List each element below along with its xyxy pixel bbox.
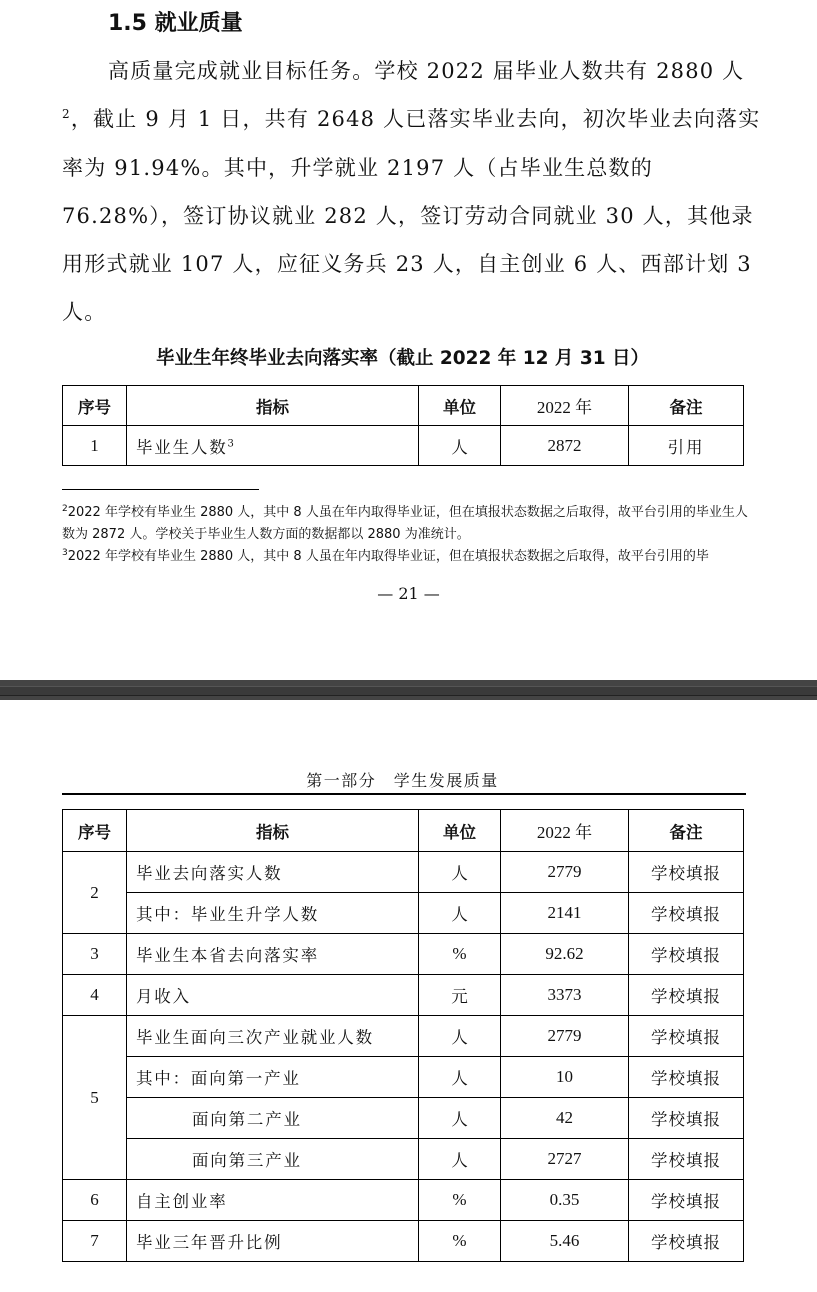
footnote-divider <box>62 489 259 490</box>
table-row <box>63 934 744 975</box>
table-row <box>63 852 744 893</box>
cell-note: 学校填报 <box>629 1221 744 1262</box>
table-row <box>63 1098 744 1139</box>
cell-indicator: 其中：毕业生升学人数 <box>127 893 419 934</box>
graduation-rate-table <box>62 385 744 466</box>
cell-value: 2779 <box>501 852 629 893</box>
col-header-unit: 单位 <box>419 810 501 852</box>
table-row <box>63 893 744 934</box>
table-caption: 毕业生年终毕业去向落实率（截止 2022 年 12 月 31 日） <box>155 348 650 369</box>
header-rule <box>62 793 746 795</box>
cell-value: 0.35 <box>501 1180 629 1221</box>
cell-note: 学校填报 <box>629 934 744 975</box>
cell-indicator: 面向第二产业 <box>127 1098 419 1139</box>
cell-note: 学校填报 <box>629 1139 744 1180</box>
footnote-text: 2022 年学校有毕业生 2880 人，其中 8 人虽在年内取得毕业证，但在填报状态数据之后取得，故平台引用的毕业生人数为 2872 人。学校关于毕业生人数方面的数据都以 2880 为准统计。 <box>62 505 748 542</box>
table-row <box>63 1221 744 1262</box>
table-row <box>63 426 744 466</box>
col-header-unit: 单位 <box>419 386 501 426</box>
cell-no: 3 <box>63 934 127 975</box>
cell-value: 42 <box>501 1098 629 1139</box>
cell-value: 5.46 <box>501 1221 629 1262</box>
col-header-year: 2022 年 <box>501 386 629 426</box>
cell-indicator <box>127 426 419 466</box>
cell-indicator: 毕业生面向三次产业就业人数 <box>127 1016 419 1057</box>
cell-no: 6 <box>63 1180 127 1221</box>
col-header-note: 备注 <box>629 810 744 852</box>
col-header-no: 序号 <box>63 810 127 852</box>
page-separator <box>0 680 817 700</box>
cell-value: 92.62 <box>501 934 629 975</box>
cell-no: 5 <box>63 1016 127 1180</box>
footnote-mark: 3 <box>62 548 68 558</box>
paragraph-text-2: ，截止 9 月 1 日，共有 2648 人已落实毕业去向，初次毕业去向落实率为 91.94%。其中，升学就业 2197 人（占毕业生总数的 76.28%），签订协议就业 282 人，签订劳动合同就业 30 人，其他录用形式就业 107 人，应征义务兵 23 人，自主创业 6 人、西部计划 3 人。 <box>62 107 761 325</box>
cell-no: 4 <box>63 975 127 1016</box>
cell-unit: 人 <box>419 426 501 466</box>
col-header-year: 2022 年 <box>501 810 629 852</box>
cell-no: 1 <box>63 426 127 466</box>
cell-unit: % <box>419 1180 501 1221</box>
cell-unit: 人 <box>419 1016 501 1057</box>
cell-note: 学校填报 <box>629 1180 744 1221</box>
col-header-no: 序号 <box>63 386 127 426</box>
cell-indicator: 毕业生本省去向落实率 <box>127 934 419 975</box>
employment-quality-table <box>62 809 744 1262</box>
cell-value: 2872 <box>501 426 629 466</box>
col-header-indicator: 指标 <box>127 810 419 852</box>
table-row <box>63 1180 744 1221</box>
page-22 <box>0 700 817 1292</box>
cell-indicator: 毕业去向落实人数 <box>127 852 419 893</box>
cell-unit: % <box>419 934 501 975</box>
table-row <box>63 1139 744 1180</box>
cell-unit: 人 <box>419 1139 501 1180</box>
cell-indicator: 面向第三产业 <box>127 1139 419 1180</box>
cell-note: 学校填报 <box>629 1057 744 1098</box>
running-header: 第一部分 学生发展质量 <box>306 771 499 790</box>
cell-unit: 人 <box>419 1098 501 1139</box>
cell-value: 2141 <box>501 893 629 934</box>
footnote-mark: 2 <box>62 504 68 514</box>
cell-value: 2727 <box>501 1139 629 1180</box>
page-number: — 21 — <box>377 584 440 603</box>
cell-unit: % <box>419 1221 501 1262</box>
cell-no: 2 <box>63 852 127 934</box>
employment-paragraph <box>62 47 762 337</box>
cell-value: 10 <box>501 1057 629 1098</box>
cell-unit: 人 <box>419 852 501 893</box>
cell-unit: 人 <box>419 1057 501 1098</box>
cell-unit: 元 <box>419 975 501 1016</box>
table-row <box>63 1057 744 1098</box>
footnote-ref-2[interactable]: 2 <box>62 107 71 122</box>
cell-note: 学校填报 <box>629 975 744 1016</box>
footnote-text: 2022 年学校有毕业生 2880 人，其中 8 人虽在年内取得毕业证，但在填报状态数据之后取得，故平台引用的毕 <box>67 549 709 564</box>
table-header-row <box>63 386 744 426</box>
col-header-note: 备注 <box>629 386 744 426</box>
cell-indicator: 其中：面向第一产业 <box>127 1057 419 1098</box>
cell-note: 学校填报 <box>629 852 744 893</box>
cell-indicator: 月收入 <box>127 975 419 1016</box>
footnote-3 <box>62 546 748 568</box>
cell-note: 学校填报 <box>629 893 744 934</box>
cell-note: 学校填报 <box>629 1016 744 1057</box>
table-row <box>63 975 744 1016</box>
table-header-row <box>63 810 744 852</box>
paragraph-text-1: 高质量完成就业目标任务。学校 2022 届毕业人数共有 2880 人 <box>108 59 745 83</box>
table-row <box>63 1016 744 1057</box>
indicator-text: 毕业生人数 <box>136 437 228 457</box>
cell-indicator: 自主创业率 <box>127 1180 419 1221</box>
cell-indicator: 毕业三年晋升比例 <box>127 1221 419 1262</box>
cell-value: 3373 <box>501 975 629 1016</box>
cell-note: 引用 <box>629 426 744 466</box>
col-header-indicator: 指标 <box>127 386 419 426</box>
cell-note: 学校填报 <box>629 1098 744 1139</box>
cell-no: 7 <box>63 1221 127 1262</box>
footnote-ref-3[interactable]: 3 <box>227 438 236 449</box>
cell-value: 2779 <box>501 1016 629 1057</box>
footnote-2 <box>62 502 748 545</box>
section-title: 1.5 就业质量 <box>108 11 243 36</box>
cell-unit: 人 <box>419 893 501 934</box>
